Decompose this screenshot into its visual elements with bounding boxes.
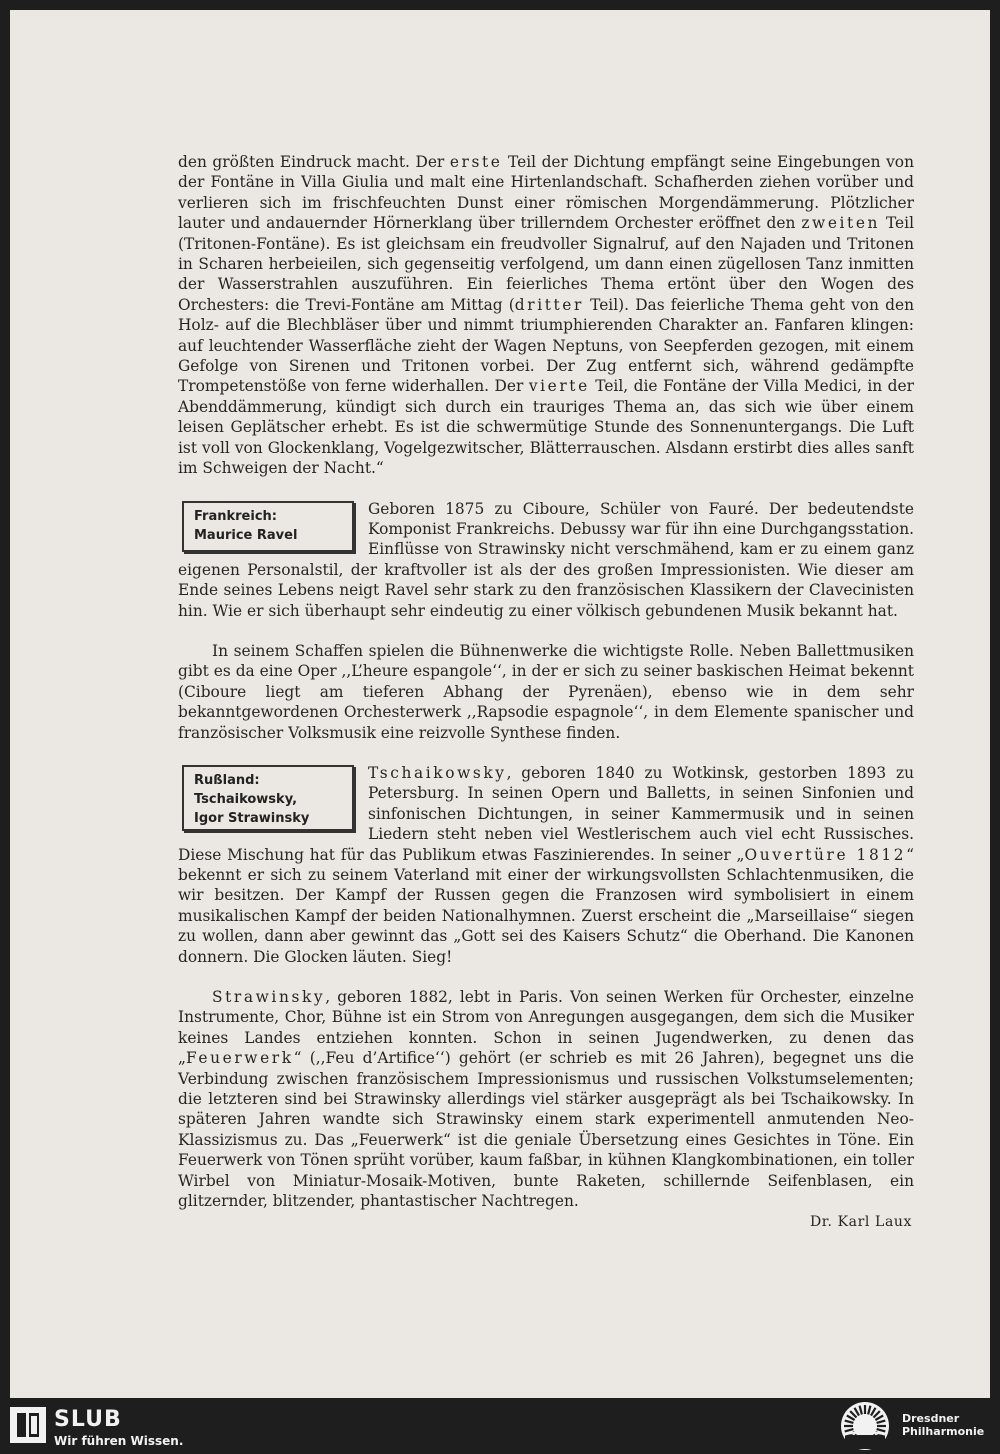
intro-text-1: den größten Eindruck macht. Der	[178, 153, 450, 171]
phil-name-line2: Philharmonie	[902, 1425, 985, 1438]
label-composer-ravel: Maurice Ravel	[194, 527, 298, 543]
strawinsky-text-2: “ (,,Feu d’Artifice‘‘) gehört (er schrieb es mit 26 Jahren), begegnet uns die Verbindung zwischen französischem Impressionismus und russischen Volkstumselementen; die letzteren sind bei Strawinsky allerdings viel stärker ausgeprägt als bei Tschaikowsky. In späteren Jahren wandte sich Strawinsky einem stark experimentell anmutenden Neo-Klassizismus zu. Das „Feuerwerk“ ist die geniale Übersetzung eines Gesichtes in Töne. Ein Feuerwerk von Tönen sprüht vorüber, kaum faßbar, in kühnen Klangkombinationen, ein toller Wirbel von Miniatur-Mosaik-Motiven, bunte Raketen, schillernde Seifenblasen, ein glitzernder, blitzender, phantastischer Nachtregen.	[178, 1049, 914, 1211]
label-country-russia: Rußland:	[194, 772, 260, 788]
intro-text-2: Teil der Dichtung empfängt seine Eingebungen von der Fontäne in Villa Giulia und malt eine Hirtenlandschaft. Schafherden ziehen vorüber und verlieren sich im frischfeuchten Dunst einer römischen Morgendämmerung. Plötzlicher lauter und andauernder Hörnerklang über trillerndem Orchester eröffnet den	[178, 153, 914, 233]
tschaikowsky-text-2: “ bekennt er sich zu seinem Vaterland mit einer der wirkungsvollsten Schlachtenmusiken, die wir besitzen. Der Kampf der Russen gegen die Franzosen wird symbolisiert in einem musikalischen Kampf der beiden Nationalhymnen. Zuerst erscheint die „Marseillaise“ siegen zu wollen, dann aber gewinnt das „Gott sei des Kaisers Schutz“ die Oberhand. Die Kanonen donnern. Die Glocken läuten. Sieg!	[178, 845, 915, 966]
spacer	[178, 621, 914, 641]
strawinsky-paragraph	[178, 987, 914, 1211]
author-signature: Dr. Karl Laux	[809, 1213, 912, 1230]
footer-bar	[0, 1398, 1000, 1454]
ravel-paragraph-1: Geboren 1875 zu Ciboure, Schüler von Fauré. Der bedeutendste Komponist Frankreichs. Debussy war für ihn eine Durchgangsstation. Einflüsse von Strawinsky nicht verschmähend, kam er zu einem ganz eigenen Personalstil, der kraftvoller ist als der des großen Impressionisten. Wie dieser am Ende seines Lebens neigt Ravel sehr stark zu den französischen Klassikern der Clavecinisten hin. Wie er sich überhaupt sehr eindeutig zu einer völkisch gebundenen Musik bekannt hat.	[178, 499, 914, 620]
spaced-word-zweiten: zweiten	[801, 214, 881, 233]
spacer	[178, 479, 914, 499]
ravel-paragraph-2: In seinem Schaffen spielen die Bühnenwerke die wichtigste Rolle. Neben Ballettmusiken gibt es da eine Oper ,,L’heure espangole‘‘, in der er sich zu seiner baskischen Heimat bekennt (Ciboure liegt am tieferen Abhang der Pyrenäen), ebenso wie in dem sehr bekanntgewordenen Orchesterwerk ,,Rapsodie espagnole‘‘, in dem Elemente spanischer und französischer Volksmusik eine reizvolle Synthese finden.	[178, 641, 914, 742]
spaced-word-dritter: dritter	[514, 295, 584, 314]
label-country-france: Frankreich:	[194, 508, 277, 524]
spaced-word-vierte: vierte	[528, 377, 590, 396]
spaced-name-tschaikowsky: Tschaikowsky	[368, 763, 507, 782]
slub-name[interactable]: SLUB	[54, 1407, 122, 1432]
label-composer-strawinsky: Igor Strawinsky	[194, 810, 310, 826]
intro-text-4: Teil). Das feierliche Thema geht von den Holz- auf die Blechbläser über und nimmt triumphierenden Charakter an. Fanfaren klingen: auf leuchtender Wasserfläche zieht der Wagen Neptuns, von Seepferden gezogen, mit einem Gefolge von Sirenen und Tritonen vorbei. Der Zug entfernt sich, während gedämpfte Trompetenstöße von ferne widerhallen. Der	[178, 295, 914, 396]
intro-paragraph	[178, 152, 914, 479]
spacer	[178, 967, 914, 987]
document-text	[178, 152, 914, 1232]
intro-text-5: Teil, die Fontäne der Villa Medici, in der Abenddämmerung, kündigt sich durch ein trauriges Thema an, das sich wie über einem leisen Geplätscher erhebt. Es ist die schwermütige Stunde des Sonnenuntergangs. Die Luft ist voll von Glockenklang, Vogelgezwitscher, Blätterrauschen. Alsdann erstirbt dies alles sanft im Schweigen der Nacht.“	[178, 377, 914, 478]
intro-text-3: Teil (Tritonen-Fontäne). Es ist gleichsam ein freudvoller Signalruf, auf den Najaden und Tritonen in Scharen herbeieilen, sich gegenseitig verfolgend, um dann einen zügellosen Tanz inmitten der Wasserstrahlen auszuführen. Ein feierliches Thema ertönt über den Wogen des Orchesters: die Trevi-Fontäne am Mittag (	[178, 214, 915, 314]
label-composer-tschaikowsky: Tschaikowsky,	[194, 791, 298, 807]
tschaikowsky-text-1: , geboren 1840 zu Wotkinsk, gestorben 1893 zu Petersburg. In seinen Opern und Balletts, in seinen Sinfonien und sinfonischen Dichtungen, in seiner Kammermusik und in seinen Liedern steht neben viel Westlerischem auch viel echt Russisches. Diese Mischung hat für das Publikum etwas Faszinierendes. In seiner „	[178, 763, 914, 864]
dresdner-philharmonie-logo-icon[interactable]	[840, 1401, 890, 1451]
spaced-word-erste: erste	[449, 153, 503, 171]
section-france	[178, 499, 914, 621]
section-label-russia	[182, 765, 354, 831]
phil-name-line1: Dresdner	[902, 1412, 960, 1425]
spacer	[178, 743, 914, 763]
section-label-france	[182, 501, 354, 552]
slub-logo-icon[interactable]	[10, 1407, 46, 1443]
spaced-work-ouverture: Ouvertüre 1812	[744, 845, 907, 864]
dresdner-philharmonie-name[interactable]	[902, 1412, 984, 1438]
spaced-name-strawinsky: Strawinsky	[212, 988, 326, 1007]
document-page	[10, 10, 990, 1398]
slub-tagline: Wir führen Wissen.	[54, 1434, 184, 1448]
section-russia	[178, 763, 914, 967]
spaced-work-feuerwerk: Feuerwerk	[185, 1049, 294, 1068]
strawinsky-text-1: , geboren 1882, lebt in Paris. Von seinen Werken für Orchester, einzelne Instrumente, Chor, Bühne ist ein Strom von Anregungen ausgegangen, dem sich die Musiker keines Landes entziehen konnten. Schon in seinen Jugendwerken, zu denen das „	[178, 988, 914, 1068]
